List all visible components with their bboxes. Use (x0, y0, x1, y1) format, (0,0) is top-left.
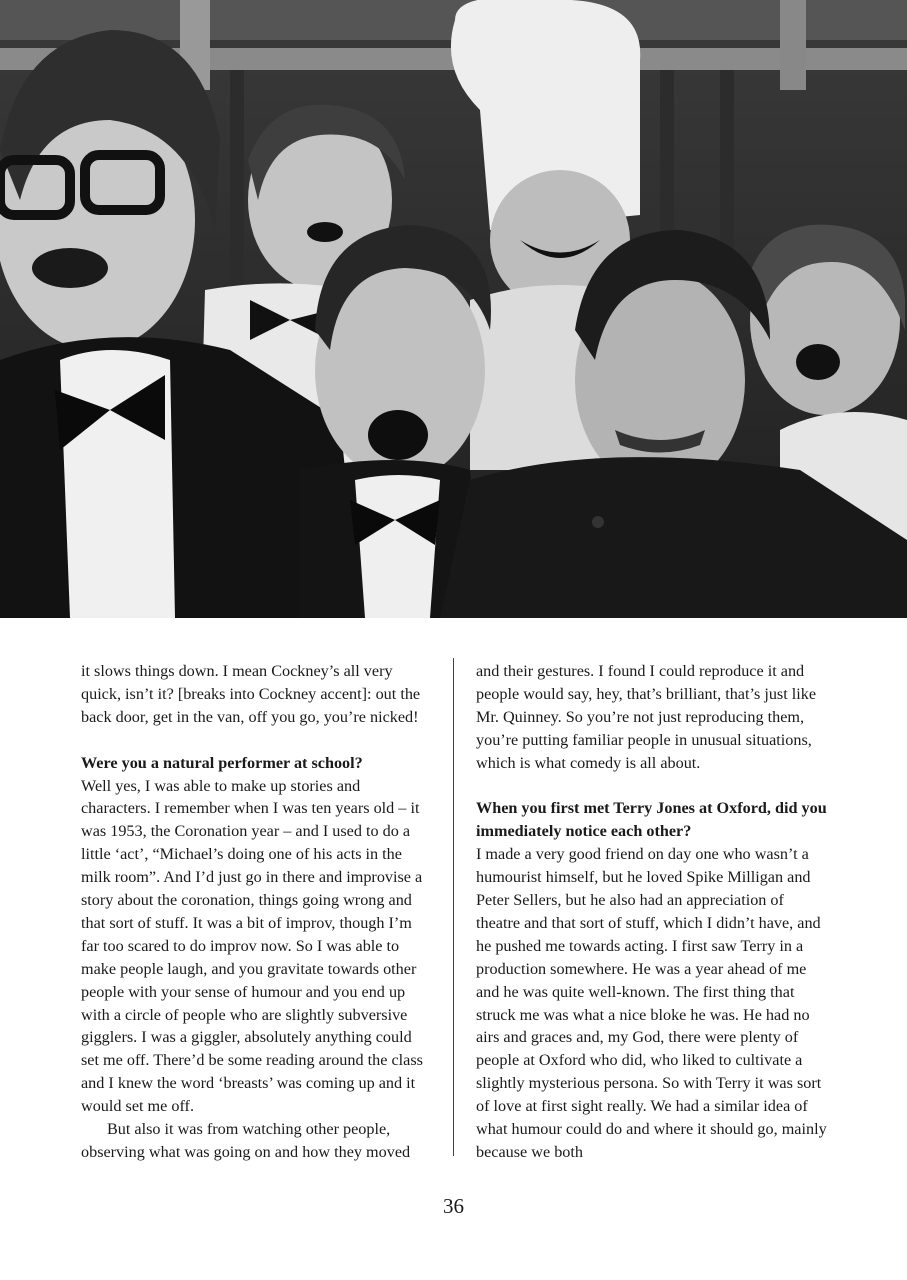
left-column (81, 660, 431, 1164)
left-paragraph-1: it slows things down. I mean Cockney’s all very quick, isn’t it? [breaks into Cockney accent]: out the back door, get in the van, off you go, you’re nicked! (81, 662, 421, 726)
right-question-1: When you first met Terry Jones at Oxford, did you immediately notice each other? (476, 799, 827, 841)
left-paragraph-2: But also it was from watching other people, observing what was going on and how they moved (81, 1120, 411, 1162)
page-number: 36 (443, 1194, 464, 1218)
right-answer-1: I made a very good friend on day one who wasn’t a humourist himself, but he loved Spike Milligan and Peter Sellers, but he also had an appreciation of theatre and that sort of stuff, which I didn’t have, and he pushed me towards acting. I first saw Terry in a production somewhere. He was a year ahead of me and he was quite well-known. The first thing that struck me was what a nice bloke he was. He had no airs and graces and, my God, there were plenty of people at Oxford who did, who liked to cultivate a slightly mysterious persona. So with Terry it was sort of love at first sight really. We had a similar idea of what humour could do and where it should go, mainly because we both (476, 845, 827, 1162)
photo-illustration (0, 0, 907, 618)
column-divider (453, 658, 454, 1156)
right-paragraph-1: and their gestures. I found I could reproduce it and people would say, hey, that’s brilliant, that’s just like Mr. Quinney. So you’re not just reproducing them, you’re putting familiar people in unusual situations, which is what comedy is all about. (476, 662, 817, 772)
right-column (476, 660, 828, 1164)
left-answer-1: Well yes, I was able to make up stories and characters. I remember when I was ten years old – it was 1953, the Coronation year – and I used to do a little ‘act’, “Michael’s doing one of his acts in the milk room”. And I’d just go in there and improvise a story about the coronation, things going wrong and that sort of stuff. It was a bit of improv, though I’m far too scared to do improv now. So I was able to make people laugh, and you gravitate towards other people with your sense of humour and you end up with a circle of people who are slightly subversive gigglers. I was a giggler, absolutely anything could set me off. There’d be some reading around the class and I knew the word ‘breasts’ was coming up and it would set me off. (81, 776, 423, 1116)
left-question-1: Were you a natural performer at school? (81, 753, 363, 772)
group-photo (0, 0, 907, 618)
